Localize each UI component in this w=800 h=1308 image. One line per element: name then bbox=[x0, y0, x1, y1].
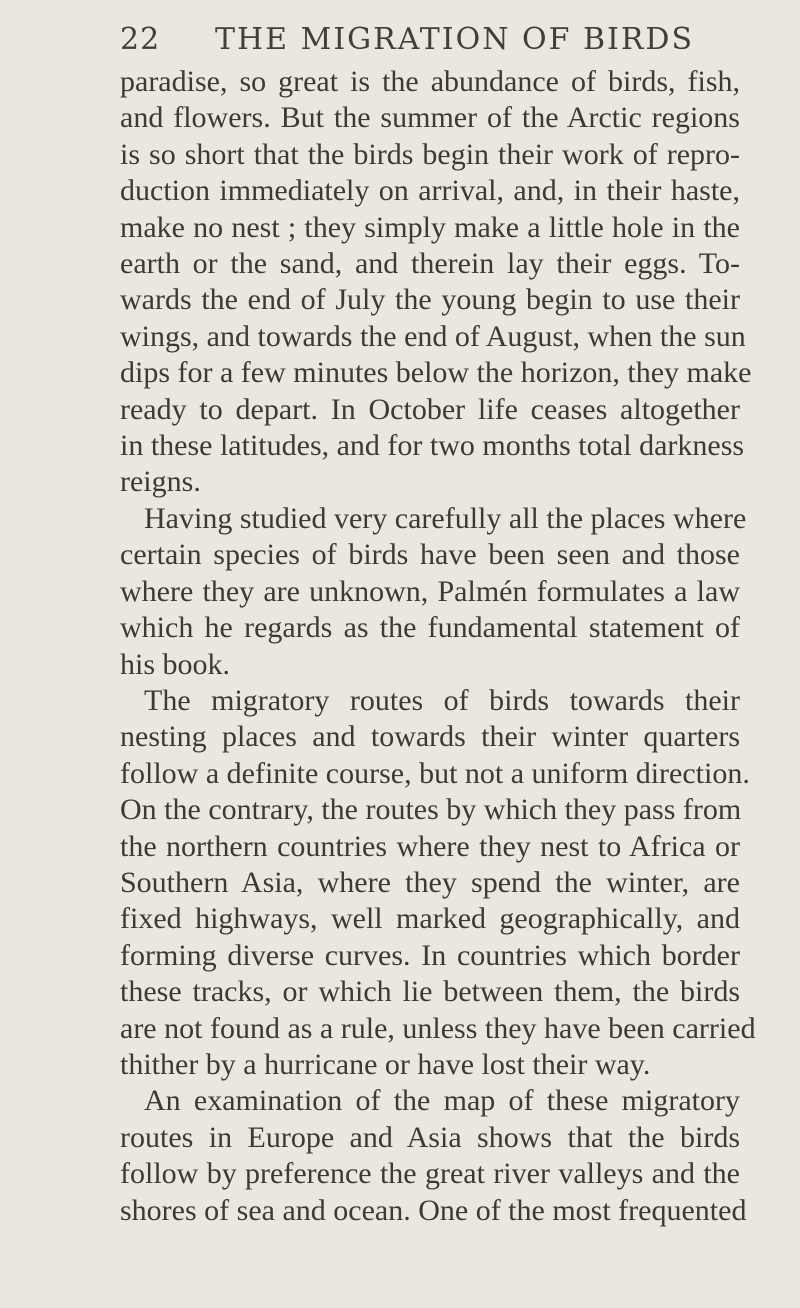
text-line: are not found as a rule, unless they have been carried bbox=[120, 1011, 756, 1045]
text-line: earth or the sand, and therein lay their eggs. To- bbox=[120, 247, 740, 281]
text-line: duction immediately on arrival, and, in their haste, bbox=[120, 174, 740, 208]
text-line: routes in Europe and Asia shows that the birds bbox=[120, 1120, 740, 1154]
text-line: which he regards as the fundamental statement of bbox=[120, 611, 740, 645]
text-line: ready to depart. In October life ceases altogether bbox=[120, 392, 740, 426]
text-line: Southern Asia, where they spend the winter, are bbox=[120, 865, 740, 899]
text-line: wings, and towards the end of August, when the sun bbox=[120, 319, 746, 353]
text-line: is so short that the birds begin their work of repro- bbox=[120, 137, 740, 171]
text-line: reigns. bbox=[120, 465, 201, 499]
body-text bbox=[120, 64, 756, 1229]
text-line: paradise, so great is the abundance of birds, fish, bbox=[120, 65, 740, 98]
text-line: follow a definite course, but not a uniform direction. bbox=[120, 756, 750, 790]
text-line: wards the end of July the young begin to use their bbox=[120, 283, 740, 317]
text-line: make no nest ; they simply make a little hole in the bbox=[120, 210, 740, 244]
text-line: his book. bbox=[120, 647, 231, 681]
text-line: thither by a hurricane or have lost their way. bbox=[120, 1047, 651, 1081]
text-line: in these latitudes, and for two months total darkness bbox=[120, 429, 745, 463]
text-line: these tracks, or which lie between them, the birds bbox=[120, 975, 740, 1009]
text-line: follow by preference the great river valleys and the bbox=[120, 1157, 740, 1191]
text-line: An examination of the map of these migratory bbox=[144, 1084, 740, 1118]
text-line: fixed highways, well marked geographically, and bbox=[120, 902, 740, 936]
text-line: and flowers. But the summer of the Arctic regions bbox=[120, 101, 740, 135]
text-line: dips for a few minutes below the horizon, they make bbox=[120, 356, 752, 390]
text-line: the northern countries where they nest to Africa or bbox=[120, 829, 740, 863]
text-line: Having studied very carefully all the places where bbox=[144, 501, 747, 535]
text-line: where they are unknown, Palmén formulates a law bbox=[120, 574, 740, 608]
text-line: nesting places and towards their winter quarters bbox=[120, 720, 740, 754]
text-line: forming diverse curves. In countries which border bbox=[120, 938, 740, 972]
page-header bbox=[120, 22, 740, 62]
text-line: The migratory routes of birds towards their bbox=[144, 683, 740, 717]
text-line: shores of sea and ocean. One of the most frequented bbox=[120, 1193, 747, 1227]
text-line: certain species of birds have been seen and those bbox=[120, 538, 740, 572]
text-line: On the contrary, the routes by which they pass from bbox=[120, 793, 742, 827]
running-head: THE MIGRATION OF BIRDS bbox=[215, 22, 695, 57]
page-number: 22 bbox=[120, 22, 161, 57]
